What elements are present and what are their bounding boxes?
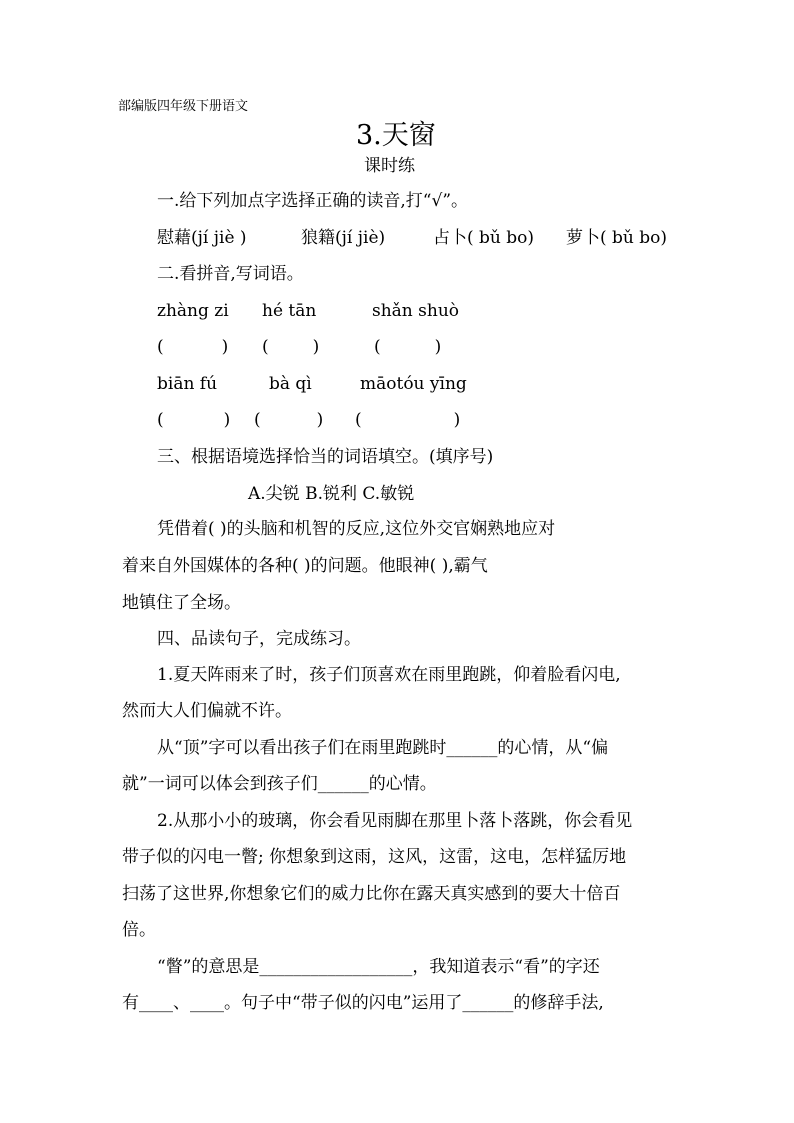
q2-pinyin-1: zhàng zi (157, 301, 229, 321)
q3-line-3: 地镇住了全场。 (122, 593, 241, 613)
q2-pinyin-2: hé tān (262, 301, 317, 321)
q1-item-4: 萝卜( bǔ bo) (566, 228, 668, 248)
q4-p1-question-2: 就”一词可以体会到孩子们______的心情。 (122, 774, 437, 794)
q1-item-3: 占卜( bǔ bo) (433, 228, 535, 248)
q3-line-2: 着来自外国媒体的各种( )的问题。他眼神( ),霸气 (122, 556, 488, 576)
q1-heading: 一.给下列加点字选择正确的读音,打“√”。 (157, 191, 469, 211)
page-subtitle: 课时练 (364, 156, 415, 176)
q2-pinyin-6: māotóu yīng (360, 374, 467, 394)
q4-p2-line-3: 扫荡了这世界,你想象它们的威力比你在露天真实感到的要大十倍百 (122, 884, 621, 904)
q4-p2-line-4: 倍。 (122, 920, 156, 940)
q4-heading: 四、品读句子，完成练习。 (157, 629, 361, 649)
q2-heading: 二.看拼音,写词语。 (157, 264, 304, 284)
q4-p2-line-1: 2.从那小小的玻璃，你会看见雨脚在那里卜落卜落跳，你会看见 (157, 811, 633, 831)
q2-blank-4[interactable]: ( ) (157, 410, 231, 430)
q3-options: A.尖锐 B.锐利 C.敏锐 (248, 484, 415, 504)
q4-p2-question-1: “瞥”的意思是__________________，我知道表示“看”的字还 (157, 957, 600, 977)
q4-p2-question-2: 有____、____。句子中“带子似的闪电”运用了______的修辞手法, (122, 993, 604, 1013)
q2-blank-2[interactable]: ( ) (262, 337, 320, 357)
q3-heading: 三、根据语境选择恰当的词语填空。(填序号) (157, 447, 494, 467)
q2-blank-5[interactable]: ( ) (254, 410, 324, 430)
grade-label: 部编版四年级下册语文 (118, 99, 249, 114)
q1-item-1: 慰藉(jí jiè ) (157, 228, 247, 248)
q4-p1-line-1: 1.夏天阵雨来了时，孩子们顶喜欢在雨里跑跳，仰着脸看闪电, (157, 665, 621, 685)
q2-pinyin-4: biān fú (157, 374, 218, 394)
q2-blank-1[interactable]: ( ) (157, 337, 229, 357)
q2-pinyin-3: shǎn shuò (372, 301, 460, 321)
q4-p1-line-2: 然而大人们偏就不许。 (122, 701, 292, 721)
q4-p2-line-2: 带子似的闪电一瞥; 你想象到这雨，这风，这雷，这电，怎样猛厉地 (122, 847, 627, 867)
page-title: 3.天窗 (356, 120, 436, 151)
q3-line-1: 凭借着( )的头脑和机智的反应,这位外交官娴熟地应对 (157, 519, 556, 539)
q2-blank-3[interactable]: ( ) (374, 337, 442, 357)
q1-item-2: 狼籍(jí jiè) (301, 228, 386, 248)
q2-blank-6[interactable]: ( ) (355, 410, 461, 430)
q2-pinyin-5: bà qì (269, 374, 312, 394)
q4-p1-question-1: 从“顶”字可以看出孩子们在雨里跑跳时______的心情，从“偏 (157, 738, 609, 758)
